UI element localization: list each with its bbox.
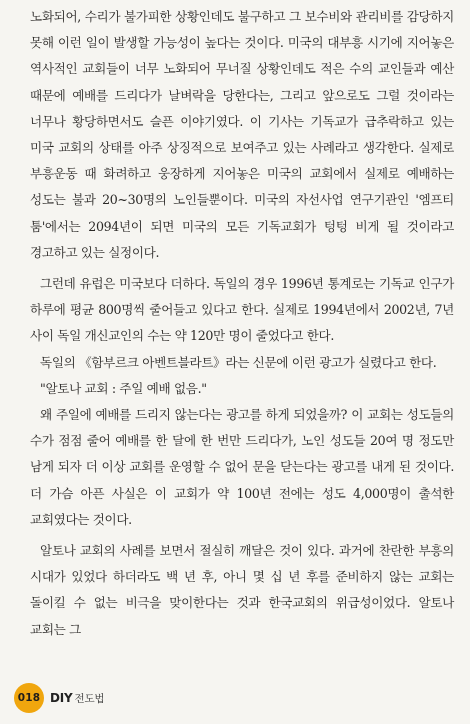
book-title [50, 691, 104, 706]
quoted-advertisement: "알토나 교회 : 주일 예배 없음." [40, 380, 207, 396]
body-paragraph: 노화되어, 수리가 불가피한 상황인데도 불구하고 그 보수비와 관리비를 감당하지 못해 이런 일이 발생할 가능성이 높다는 것이다. 미국의 대부흥 시기에 지어놓은 역사적인 교회들이 너무 노화되어 무너질 상황인데도 적은 수의 교인들과 예산 때문에 예배를 드리다가 날벼락을 당한다는, 그리고 앞으로도 그럴 것이라는 너무나 황당하면서도 슬픈 이야기였다. 이 기사는 기독교가 급추락하고 있는 미국 교회의 상태를 아주 상징적으로 보여주고 있는 사례라고 생각한다. 실제로 부흥운동 때 화려하고 웅장하게 지어놓은 미국의 교회에서 실제로 예배하는 성도는 불과 20~30명의 노인들뿐이다. 미국의 자선사업 연구기관인 '엠프티 툼'에서는 2094년이 되면 미국의 모든 기독교회가 텅텅 비게 될 것이라고 경고하고 있는 실정이다. [30, 9, 454, 260]
book-subtitle: 전도법 [74, 692, 105, 705]
body-paragraph: 독일의 《함부르크 아벤트블라트》라는 신문에 이런 광고가 실렸다고 한다. [40, 354, 437, 370]
body-paragraph: 알토나 교회의 사례를 보면서 절실히 깨달은 것이 있다. 과거에 찬란한 부흥의 시대가 있었다 하더라도 백 년 후, 아니 몇 십 년 후를 준비하지 않는 교회는 돌이킬 수 없는 비극을 맞이한다는 것과 한국교회의 위급성이었다. 알토나 교회는 그 [30, 543, 454, 637]
page-number-badge: 018 [14, 683, 44, 713]
body-paragraph: 왜 주일에 예배를 드리지 않는다는 광고를 하게 되었을까? 이 교회는 성도들의 수가 점점 줄어 예배를 한 달에 한 번만 드리다가, 노인 성도들 20여 명 정도만 남게 되자 더 이상 교회를 운영할 수 없어 문을 닫는다는 광고를 내게 된 것이다. 더 가슴 아픈 사실은 이 교회가 약 100년 전에는 성도 4,000명이 출석한 교회였다는 것이다. [30, 407, 454, 527]
body-paragraph: 그런데 유럽은 미국보다 더하다. 독일의 경우 1996년 통계로는 기독교 인구가 하루에 평균 800명씩 줄어들고 있다고 한다. 실제로 1994년에서 2002년, 7년 사이 독일 개신교인의 수는 약 120만 명이 줄었다고 한다. [30, 276, 454, 344]
book-brand: DIY [50, 690, 73, 705]
page-body [30, 4, 454, 643]
page-footer [14, 683, 104, 713]
